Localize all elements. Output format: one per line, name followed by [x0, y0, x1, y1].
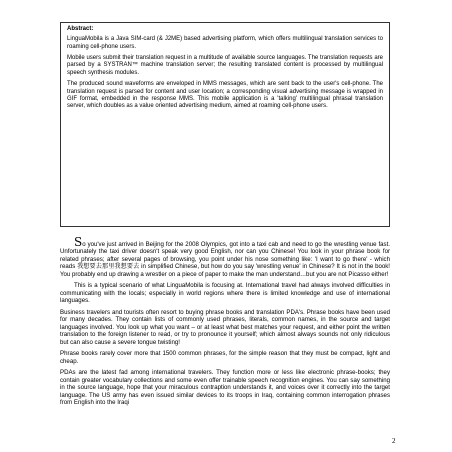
body-paragraph-4: Phrase books rarely cover more that 1500 common phrases, for the simple reason that they must be compact, light and cheap.: [60, 350, 390, 365]
abstract-paragraph-2: Mobile users submit their translation request in a multitude of available source languages. The translation requests are parsed by a SYSTRAN™ machine translation server; the resulting translated content is processed by multilingual speech synthesis modules.: [67, 55, 383, 76]
abstract-box: [60, 22, 390, 227]
abstract-paragraph-1: LinguaMobila is a Java SIM-card (& J2ME) based advertising platform, which offers multilingual translation services to roaming cell-phone users.: [67, 36, 383, 50]
page-number: 2: [392, 437, 396, 445]
body-paragraph-2: This is a typical scenario of what LinguaMobila is focusing at. International travel had always involved difficulties in communicating with the locals; especially in world regions where there is limited knowledge and use of international languages.: [60, 282, 390, 305]
abstract-label: Abstract:: [67, 26, 94, 32]
body-paragraph-1: [60, 236, 390, 278]
body-paragraph-3: Business travelers and tourists often resort to buying phrase books and translation PDA's. Phrase books have been used for many decades. They contain lists of commonly used phrases, literals, common names, in the source and target languages involved. You look up what you want – or at least what best matches your request, and either point the written translation to the foreign listener to read, or try to pronounce it yourself; which almost always sounds not only ridiculous but can also cause a severe tongue twisting!: [60, 308, 390, 346]
abstract-paragraph-3: The produced sound waveforms are enveloped in MMS messages, which are sent back to the user's cell-phone. The translation request is parsed for content and user location; a corresponding visual advertising message is wrapped in GIF format, embedded in the response MMS. This mobile application is a 'talking' multilingual phrasal translation server, which doubles as a value oriented advertising medium, aimed at roaming cell-phone users.: [67, 81, 383, 110]
body-text: [60, 236, 390, 436]
body-paragraph-1-text: o you've just arrived in Beijing for the 2008 Olympics, got into a taxi cab and need to go the wrestling venue fast. Unfortunately the taxi driver doesn't speak very good English, nor can you Chinese! You look in your phrase book for related phrases; after several pages of browsing, you point under his nose something like: 'I want to go there' - which reads 我想要去那里我想要去 in simplified Chinese, but how do you say 'wrestling venue' in Chinese? It is not in the book! You probably end up drawing a wrestler on a piece of paper to make the man understand…but you are not Picasso either!: [60, 241, 390, 278]
body-paragraph-5: PDAs are the latest fad among international travelers. They function more or less like electronic phrase-books; they contain greater vocabulary collections and some even offer trainable speech recognition engines. You can say something in the source language, hope that your miraculous contraption understands it, and voices over it correctly into the target language. The US army has even issued similar devices to its troops in Iraq, containing common interrogation phrases from English into the Iraqi: [60, 369, 390, 407]
drop-cap: S: [74, 236, 83, 249]
